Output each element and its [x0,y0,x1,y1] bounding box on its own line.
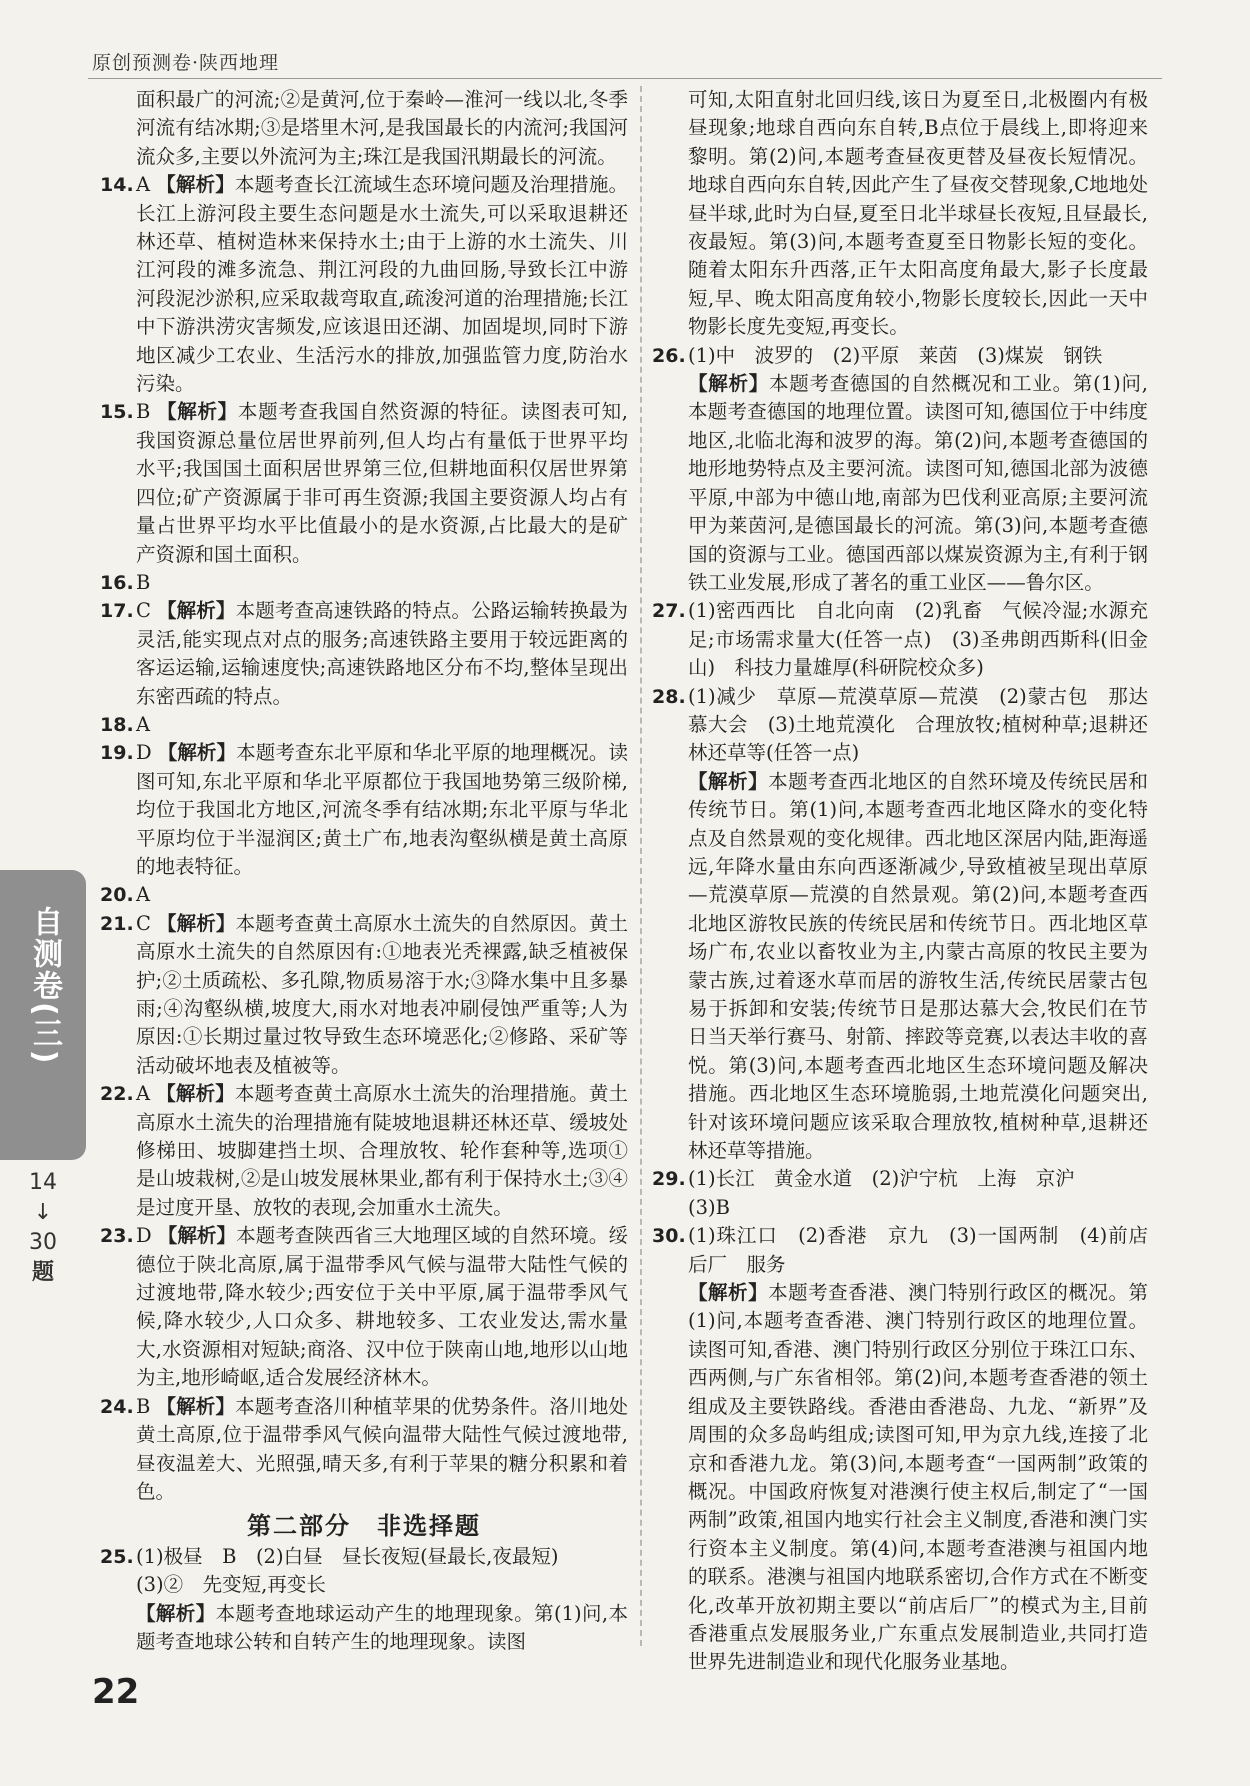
answer-item-29 [652,1165,1148,1222]
analysis-text: 本题考查黄土高原水土流失的自然原因。黄土高原水土流失的自然原因有:①地表光秃裸露,缺乏植被保护;②土质疏松、多孔隙,物质易溶于水;③降水集中且多暴雨;④沟壑纵横,坡度大,雨水对地表冲刷侵蚀严重等;人为原因:①长期过量过牧导致生态环境恶化;②修路、采矿等活动破坏地表及植被等。 [136,911,628,1077]
analysis-text: 本题考查东北平原和华北平原的地理概况。读图可知,东北平原和华北平原都位于我国地势第三级阶梯,均位于我国北方地区,河流冬季有结冰期;东北平原与华北平原均位于半湿润区;黄土广布,地表沟壑纵横是黄土高原的地表特征。 [136,741,628,878]
answer-choice: B [136,400,151,424]
analysis-text: 本题考查德国的自然概况和工业。第(1)问,本题考查德国的地理位置。读图可知,德国位于中纬度地区,北临北海和波罗的海。第(2)问,本题考查德国的地形地势特点及主要河流。读图可知,德国北部为波德平原,中部为中德山地,南部为巴伐利亚高原;主要河流甲为莱茵河,是德国最长的河流。第(3)问,本题考查德国的资源与工业。德国西部以煤炭资源为主,有利于钢铁工业发展,形成了著名的重工业区——鲁尔区。 [688,372,1148,594]
answer-item-19 [100,739,628,881]
analysis-tag: 【解析】 [156,1082,235,1106]
question-number: 26. [652,344,686,367]
range-end: 30 [29,1230,57,1255]
answer-item-18 [100,711,628,739]
answer-choice: B [136,570,151,594]
answer-line: (1)中 波罗的 (2)平原 莱茵 (3)煤炭 钢铁 [688,343,1103,367]
answer-line: (3)B [688,1195,730,1219]
analysis-tag: 【解析】 [156,400,238,424]
continued-paragraph: 面积最广的河流;②是黄河,位于秦岭—淮河一线以北,冬季河流有结冰期;③是塔里木河,是我国最长的内流河;我国河流众多,主要以外流河为主;珠江是我国汛期最长的河流。 [136,88,628,168]
answer-item-15 [100,398,628,568]
analysis-paragraph [688,1279,1148,1677]
answer-item-26 [652,342,1148,598]
left-column [100,86,628,1656]
answer-item-27 [652,597,1148,682]
header-rule [88,78,1162,79]
analysis-text: 本题考查长江流域生态环境问题及治理措施。长江上游河段主要生态问题是水土流失,可以采取退耕还林还草、植树造林来保持水土;由于上游的水土流失、川江河段的滩多流急、荆江河段的九曲回肠,导致长江中游河段泥沙淤积,应采取裁弯取直,疏浚河道的治理措施;长江中下游洪涝灾害频发,应该退田还湖、加固堤坝,同时下游地区减少工农业、生活污水的排放,加强监管力度,防治水污染。 [136,173,628,396]
analysis-text: 本题考查香港、澳门特别行政区的概况。第(1)问,本题考查香港、澳门特别行政区的地理位置。读图可知,香港、澳门特别行政区分别位于珠江口东、西两侧,与广东省相邻。第(2)问,本题考查香港的领土组成及主要铁路线。香港由香港岛、九龙、“新界”及周围的众多岛屿组成;读图可知,甲为京九线,连接了北京和香港九龙。第(3)问,本题考查“一国两制”政策的概况。中国政府恢复对港澳行使主权后,制定了“一国两制”政策,祖国内地实行社会主义制度,香港和澳门实行资本主义制度。第(4)问,本题考查港澳与祖国内地的联系。港澳与祖国内地联系密切,合作方式在不断变化,改革开放初期主要以“前店后厂”的模式为主,目前香港重点发展服务业,广东重点发展制造业,共同打造世界先进制造业和现代化服务业基地。 [688,1281,1148,1674]
answer-line: (1)减少 草原—荒漠草原—荒漠 (2)蒙古包 那达慕大会 (3)土地荒漠化 合理放牧;植树种草;退耕还林还草等(任答一点) [688,684,1148,765]
analysis-tag: 【解析】 [688,769,769,793]
analysis-text: 本题考查陕西省三大地理区域的自然环境。绥德位于陕北高原,属于温带季风气候与温带大陆性气候的过渡地带,降水较少;西安位于关中平原,属于温带季风气候,降水较少,人口众多、耕地较多、工农业发达,需水量大,水资源相对短缺;商洛、汉中位于陕南山地,地形以山地为主,地形崎岖,适合发展经济林木。 [136,1224,628,1390]
down-arrow-icon: ↓ [33,1200,53,1225]
analysis-text: 本题考查洛川种植苹果的优势条件。洛川地处黄土高原,位于温带季风气候向温带大陆性气候过渡地带,昼夜温差大、光照强,晴天多,有利于苹果的糖分积累和着色。 [136,1394,628,1503]
page-header-title: 原创预测卷·陕西地理 [92,52,280,74]
answer-item-30 [652,1222,1148,1677]
analysis-text: 本题考查西北地区的自然环境及传统民居和传统节日。第(1)问,本题考查西北地区降水的变化特点及自然景观的变化规律。西北地区深居内陆,距海遥远,年降水量由东向西逐渐减少,导致植被呈现出草原—荒漠草原—荒漠的自然景观。第(2)问,本题考查西北地区游牧民族的传统民居和传统节日。西北地区草场广布,农业以畜牧业为主,内蒙古高原的牧民主要为蒙古族,过着逐水草而居的游牧生活,传统民居蒙古包易于拆卸和安装;传统节日是那达慕大会,牧民们在节日当天举行赛马、射箭、摔跤等竞赛,以表达丰收的喜悦。第(3)问,本题考查西北地区生态环境问题及解决措施。西北地区生态环境脆弱,土地荒漠化问题突出,针对该环境问题应该采取合理放牧,植树种草,退耕还林还草等措施。 [688,769,1148,1163]
analysis-tag: 【解析】 [156,599,236,623]
answer-choice: A [136,173,151,197]
section-heading: 第二部分 非选择题 [247,1512,481,1541]
answer-choice: C [136,599,151,623]
analysis-text: 本题考查我国自然资源的特征。读图表可知,我国资源总量位居世界前列,但人均占有量低于世界平均水平;我国国土面积居世界第三位,但耕地面积仅居世界第四位;矿产资源属于非可再生资源;我国主要资源人均占有量占世界平均水平比值最小的是水资源,占比最大的是矿产资源和国土面积。 [136,400,628,566]
right-column [652,86,1148,1677]
answer-choice: A [136,712,151,736]
answer-item-22 [100,1080,628,1222]
question-number: 17. [100,600,134,623]
column-divider [640,86,642,1646]
analysis-paragraph [100,1600,628,1657]
analysis-tag: 【解析】 [156,1394,236,1418]
continued-paragraph: 可知,太阳直射北回归线,该日为夏至日,北极圈内有极昼现象;地球自西向东自转,B点位于晨线上,即将迎来黎明。第(2)问,本题考查昼夜更替及昼夜长短情况。地球自西向东自转,因此产生了昼夜交替现象,C地地处昼半球,此时为白昼,夏至日北半球昼长夜短,且昼最长,夜最短。第(3)问,本题考查夏至日物影长短的变化。随着太阳东升西落,正午太阳高度角最大,影子长度最短,早、晚太阳高度角较小,物影长度较长,因此一天中物影长度先变短,再变长。 [688,88,1148,339]
answer-line: (3)② 先变短,再变长 [136,1573,326,1597]
answer-item-28 [652,683,1148,1166]
answer-line: (1)密西西比 自北向南 (2)乳畜 气候冷湿;水源充足;市场需求量大(任答一点) (3)圣弗朗西斯科(旧金山) 科技力量雄厚(科研院校众多) [688,599,1148,680]
answer-item-25 [100,1543,628,1600]
analysis-paragraph [688,370,1148,597]
question-number: 23. [100,1225,134,1248]
analysis-tag: 【解析】 [157,1224,237,1248]
question-number: 25. [100,1545,134,1568]
analysis-tag: 【解析】 [688,372,770,396]
question-number: 27. [652,600,686,623]
question-number: 18. [100,713,134,736]
answer-item-16 [100,569,628,597]
analysis-tag: 【解析】 [688,1281,769,1305]
question-number: 21. [100,912,134,935]
question-number: 29. [652,1168,686,1191]
page-number: 22 [92,1672,140,1712]
analysis-text: 本题考查高速铁路的特点。公路运输转换最为灵活,能实现点对点的服务;高速铁路主要用于较远距离的客运运输,运输速度快;高速铁路地区分布不均,整体呈现出东密西疏的特点。 [136,599,628,708]
question-number: 28. [652,685,686,708]
question-number: 22. [100,1083,134,1106]
question-number: 14. [100,174,134,197]
answer-line: (1)长江 黄金水道 (2)沪宁杭 上海 京沪 [688,1167,1075,1191]
answer-choice: C [136,911,151,935]
answer-line: (1)珠江口 (2)香港 京九 (3)一国两制 (4)前店后厂 服务 [688,1224,1148,1276]
answer-choice: B [136,1394,151,1418]
answer-line: (1)极昼 B (2)白昼 昼长夜短(昼最长,夜最短) [136,1544,559,1568]
answer-choice: A [136,1082,151,1106]
answer-item-23 [100,1222,628,1392]
answer-item-20 [100,881,628,909]
analysis-tag: 【解析】 [136,1601,216,1625]
answer-choice: D [136,1224,152,1248]
range-unit: 题 [31,1260,54,1285]
analysis-tag: 【解析】 [156,911,236,935]
question-number: 24. [100,1395,134,1418]
analysis-text: 本题考查地球运动产生的地理现象。第(1)问,本题考查地球公转和自转产生的地理现象。读图 [136,1601,628,1653]
question-number: 16. [100,571,134,594]
range-start: 14 [29,1170,57,1195]
question-range [18,1168,68,1288]
analysis-tag: 【解析】 [157,741,237,765]
answer-item-24 [100,1393,628,1507]
answer-choice: D [136,741,152,765]
question-number: 20. [100,884,134,907]
answer-item-17 [100,597,628,711]
analysis-paragraph [688,768,1148,1166]
answer-item-21 [100,910,628,1080]
question-number: 15. [100,401,134,424]
answer-item-14 [100,171,628,398]
analysis-tag: 【解析】 [156,173,235,197]
question-number: 30. [652,1225,686,1248]
answer-choice: A [136,883,151,907]
question-number: 19. [100,742,134,765]
side-tab-label: 自测卷(三) [27,906,62,1066]
analysis-text: 本题考查黄土高原水土流失的治理措施。黄土高原水土流失的治理措施有陡坡地退耕还林还草、缓坡处修梯田、坡脚建挡土坝、合理放牧、轮作套种等,选项①是山坡栽树,②是山坡发展林果业,都有利于保持水土;③④是过度开垦、放牧的表现,会加重水土流失。 [136,1082,628,1219]
